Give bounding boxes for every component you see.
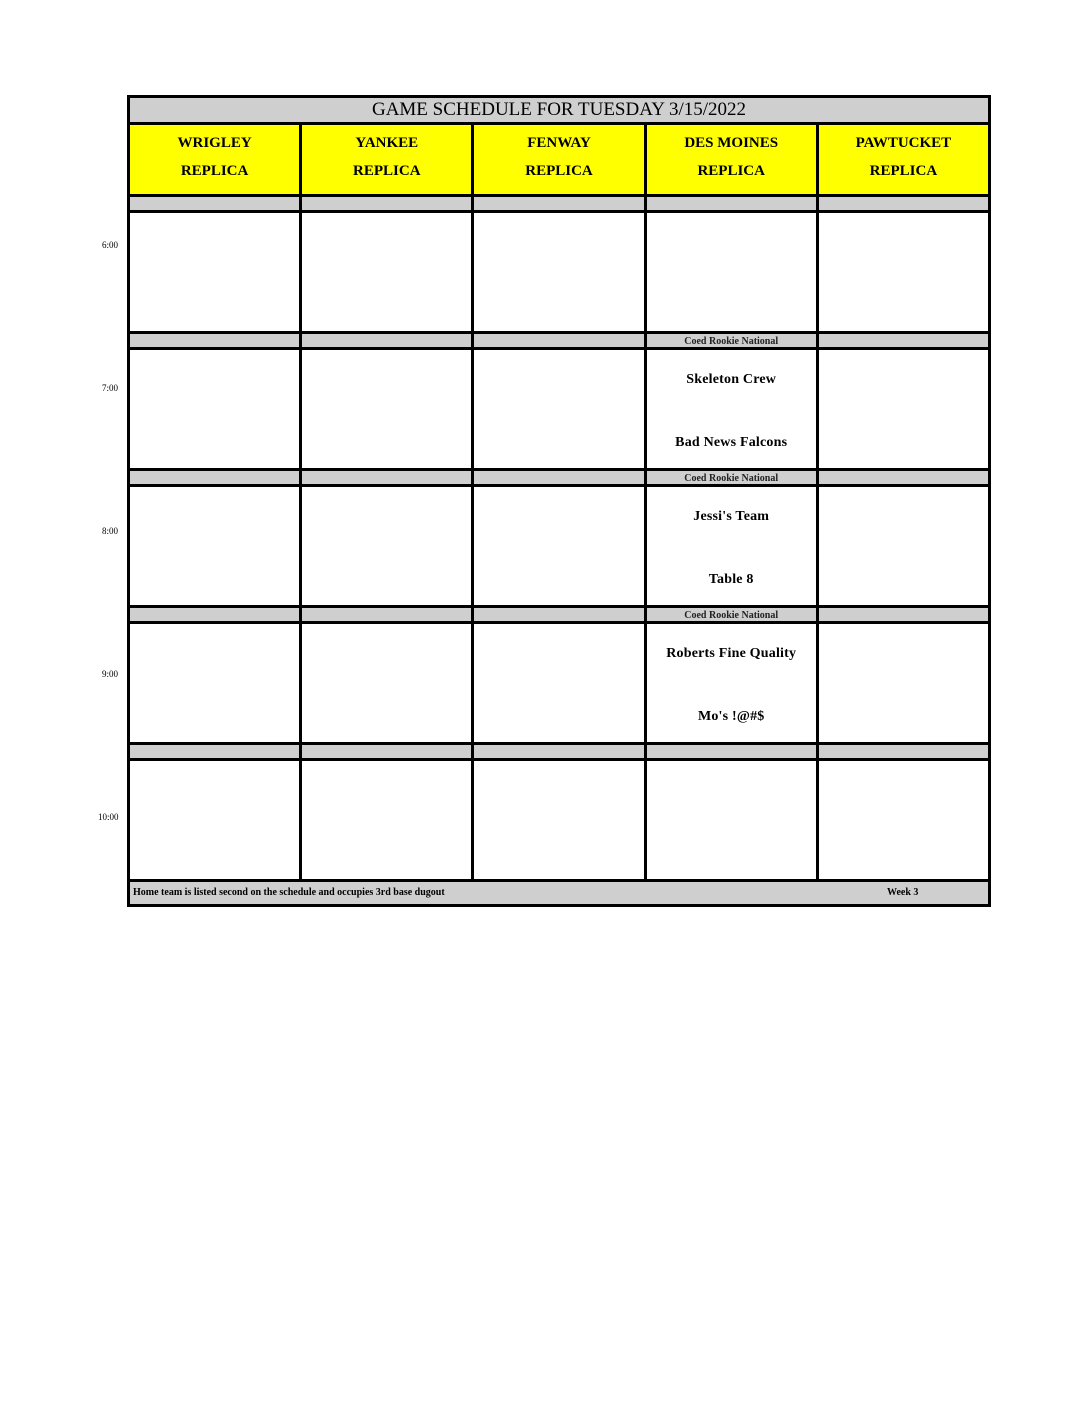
field-name: WRIGLEY [177,135,252,151]
field-sub: REPLICA [697,163,765,179]
game-cell [647,761,819,879]
schedule-table [127,95,991,907]
game-cell [130,624,302,742]
league-label [130,197,302,210]
time-label-10pm: 10:00 [98,812,119,822]
game-slot-7pm [130,350,988,471]
field-name: DES MOINES [684,135,779,151]
league-label [647,197,819,210]
field-header-des-moines [647,125,819,194]
league-band-9pm [130,608,988,624]
league-label [474,608,646,621]
league-label [130,334,302,347]
field-sub: REPLICA [525,163,593,179]
game-cell [819,761,988,879]
away-team: Jessi's Team [693,509,770,524]
game-cell [647,624,819,742]
league-label [130,471,302,484]
field-header-fenway [474,125,646,194]
game-cell [302,487,474,605]
game-cell [474,624,646,742]
league-label [819,334,988,347]
game-slot-10pm [130,761,988,882]
home-team: Mo's !@#$ [697,709,765,724]
game-cell [474,487,646,605]
field-header-yankee [302,125,474,194]
game-cell [474,761,646,879]
game-slot-9pm [130,624,988,745]
field-sub: REPLICA [353,163,421,179]
field-name: FENWAY [527,135,591,151]
game-cell [819,213,988,331]
game-cell [302,350,474,468]
league-label: Coed Rookie National [647,471,819,484]
game-cell [647,213,819,331]
schedule-title: GAME SCHEDULE FOR TUESDAY 3/15/2022 [130,98,988,125]
game-cell [302,213,474,331]
league-label [302,471,474,484]
field-header-pawtucket [819,125,988,194]
game-cell [819,487,988,605]
game-cell [130,487,302,605]
league-band-6pm [130,197,988,213]
home-team-note: Home team is listed second on the schedule and occupies 3rd base dugout [133,887,445,898]
league-label [302,745,474,758]
game-cell [819,350,988,468]
league-label [130,608,302,621]
league-label [474,471,646,484]
schedule-footer [130,882,988,904]
field-header-row [130,125,988,197]
league-label [647,745,819,758]
time-label-6pm: 6:00 [102,240,119,250]
game-cell [302,624,474,742]
league-band-10pm [130,745,988,761]
game-cell [302,761,474,879]
league-label [819,197,988,210]
league-label [130,745,302,758]
game-cell [819,624,988,742]
home-team: Bad News Falcons [675,435,788,450]
league-band-7pm [130,334,988,350]
league-label [474,745,646,758]
game-cell [130,213,302,331]
away-team: Roberts Fine Quality [666,646,797,661]
league-label [302,197,474,210]
league-label [474,334,646,347]
league-label [819,745,988,758]
league-label [302,334,474,347]
game-cell [647,487,819,605]
game-cell [474,213,646,331]
league-label: Coed Rookie National [647,334,819,347]
game-cell [130,350,302,468]
game-slot-6pm [130,213,988,334]
league-band-8pm [130,471,988,487]
field-name: YANKEE [355,135,419,151]
field-sub: REPLICA [180,163,249,179]
time-label-8pm: 8:00 [102,526,119,536]
league-label: Coed Rookie National [647,608,819,621]
home-team: Table 8 [708,572,754,587]
league-label [302,608,474,621]
field-sub: REPLICA [869,163,938,179]
time-label-7pm: 7:00 [102,383,119,393]
field-header-wrigley [130,125,302,194]
away-team: Skeleton Crew [686,372,777,387]
week-label: Week 3 [887,887,919,898]
time-label-9pm: 9:00 [102,669,119,679]
field-name: PAWTUCKET [855,135,952,151]
league-label [819,608,988,621]
league-label [474,197,646,210]
game-cell [130,761,302,879]
game-cell [474,350,646,468]
game-cell [647,350,819,468]
league-label [819,471,988,484]
game-slot-8pm [130,487,988,608]
